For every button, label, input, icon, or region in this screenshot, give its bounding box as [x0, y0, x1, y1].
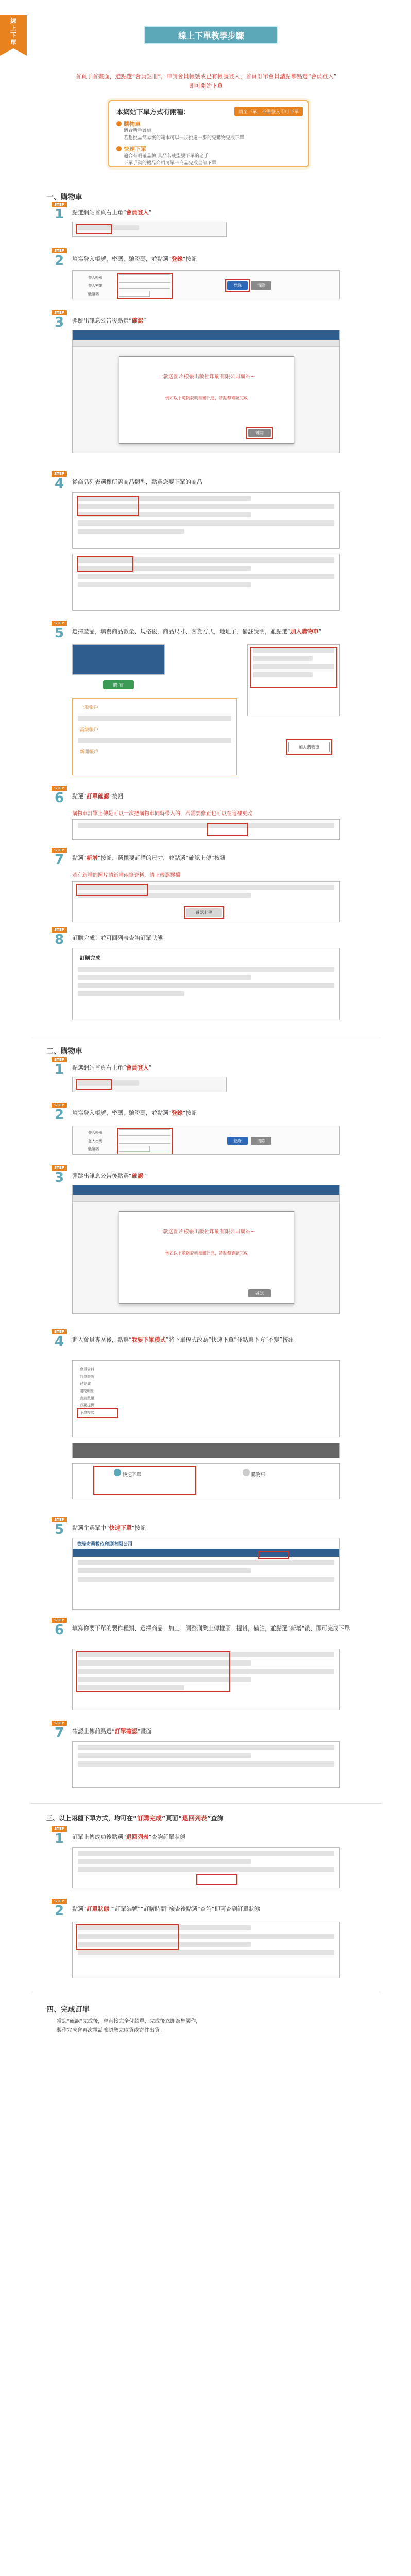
step-badge: STEP 3: [52, 310, 67, 330]
shot-topbar: [73, 1185, 339, 1195]
notice-title: 一款送圖片樣張出版社印刷有限公司網站~: [158, 374, 255, 380]
s3-list-shot: [72, 1847, 340, 1888]
shot-row: [78, 983, 334, 988]
shot-row: [78, 520, 334, 526]
step-text: 訂購完成！並可回列表查詢訂單狀態: [72, 935, 163, 941]
radio-icon: [243, 1469, 250, 1476]
shot-row: [78, 1577, 334, 1582]
section-4-text: [57, 2017, 201, 2036]
method-cart-desc-1: 適合新手會員: [124, 128, 152, 133]
s1-login-link-shot: [72, 222, 227, 237]
s2-order-form-shot: [72, 1649, 340, 1710]
shot-row: [78, 1745, 334, 1750]
shot-row: [78, 967, 334, 972]
s2-login-form-shot: [72, 1126, 340, 1155]
step-badge: STEP 6: [52, 1618, 67, 1637]
menu-item[interactable]: 會員資料: [80, 1367, 94, 1371]
s1-product-list-shot: [72, 492, 340, 549]
password-label: 登入密碼: [88, 1139, 102, 1143]
menu-item[interactable]: 下單模式: [80, 1411, 94, 1415]
highlight-box: [225, 279, 250, 292]
upload-hint: 若有新增的圖片請新增兩筆資料，請上傳選擇檔: [72, 873, 180, 878]
s2-fast-order-shot: [72, 1538, 340, 1610]
method-cart-label: 購物車: [124, 121, 141, 127]
method-fast-label: 快速下單: [124, 146, 146, 152]
step-text: 點選主選單中“快速下單”按鈕: [72, 1524, 146, 1531]
highlight-box: [77, 1408, 118, 1418]
highlight-box: [76, 1924, 179, 1950]
section-divider: [31, 1803, 381, 1804]
shot-row: [78, 716, 231, 721]
notice-dialog: [119, 1211, 294, 1304]
s1-done-shot: [72, 948, 340, 1020]
account-label: 登入帳號: [88, 1131, 102, 1135]
note-normal: 一般帳戶: [80, 705, 99, 710]
bullet-icon: [116, 146, 122, 151]
shot-row: [78, 823, 334, 828]
s1-spec-form-shot: [247, 644, 340, 716]
shot-row: [78, 1950, 334, 1955]
highlight-box: [76, 884, 148, 896]
s2-step-4: [52, 1329, 371, 1349]
order-methods-box: [108, 100, 309, 167]
shot-row: [78, 1560, 334, 1565]
step-badge: STEP 4: [52, 471, 67, 491]
s1-step-7: [52, 848, 371, 868]
step-badge: STEP 7: [52, 848, 67, 867]
step-badge: STEP 2: [52, 1103, 67, 1122]
section-4-title: 四、完成訂單: [46, 2006, 90, 2014]
highlight-box: [286, 739, 332, 755]
s2-step-2: [52, 1103, 371, 1123]
methods-title: 本網站下單方式有兩種：: [116, 109, 191, 116]
s2-step-6: [52, 1618, 371, 1638]
shot-row: [78, 975, 251, 980]
step-badge: [52, 202, 67, 222]
notice-title: 一款送圖片樣張出版社印刷有限公司網站~: [158, 1229, 255, 1235]
s3-step-2: [52, 1899, 371, 1919]
account-label: 登入帳號: [88, 276, 102, 280]
shot-row: [78, 738, 231, 743]
section-2-title: 二、購物車: [46, 1047, 82, 1056]
password-label: 登入密碼: [88, 284, 102, 288]
s2-step-5: [52, 1517, 371, 1537]
method-fast: [116, 145, 301, 153]
captcha-label: 驗證碼: [88, 292, 99, 296]
site-nav: [73, 1550, 339, 1557]
captcha-label: 驗證碼: [88, 1147, 99, 1151]
option-fast[interactable]: 快速下單: [114, 1469, 141, 1478]
done-title: 訂購完成: [80, 956, 100, 961]
intro-line-2: 即可開始下單: [189, 82, 223, 89]
step-badge: STEP 5: [52, 621, 67, 640]
step-text: 點選網站首頁右上角“會員登入”: [72, 209, 152, 216]
intro-line-1: 首頁于首畫面，選點選“會員註冊”，申請會員帳號或已有帳號登入，首頁訂單會員請點擊點選“會員登入”: [75, 73, 337, 80]
step-text: 選擇產品，填寫商品數量、規格後，商品尺寸、客貨方式，地址了，備註說明，並點選“加入購物車”: [72, 628, 322, 635]
s1-login-form-shot: [72, 270, 340, 299]
menu-item[interactable]: 查詢數量: [80, 1396, 94, 1400]
step-text: 從商品列表選擇所需商品類型，點選您要下單的商品: [72, 479, 202, 485]
s2-mode-options: [72, 1463, 340, 1499]
step-label: STEP: [52, 202, 67, 207]
s2-step-1: [52, 1057, 371, 1077]
add-to-cart-button[interactable]: 加入購物車: [288, 742, 330, 752]
s1-step-6: [52, 786, 371, 806]
shot-row: [78, 1851, 334, 1856]
page-title: 線上下單教學步驟: [144, 26, 278, 44]
note-new: 新開帳戶: [80, 750, 99, 755]
step-badge: STEP 4: [52, 1329, 67, 1349]
section-3-title: 三、以上兩種下單方式，均可在“訂購完成”頁面“退回列表”查詢: [46, 1815, 224, 1822]
step-number: 1: [54, 207, 64, 222]
highlight-box: [250, 647, 337, 688]
highlight-box: [196, 1874, 237, 1885]
s1-step-3: [52, 310, 371, 330]
highlight-box: [76, 224, 112, 234]
shot-topbar: [73, 330, 339, 340]
s1-upload-shot: [72, 881, 340, 922]
method-cart-desc-2: 若想挑品簡易後的範本可以一步挑選一步的完購物完成下單: [124, 135, 245, 141]
shot-row: [78, 1761, 334, 1767]
buy-button[interactable]: 購 買: [103, 680, 134, 689]
s1-step-8: [52, 927, 371, 947]
highlight-box: [117, 273, 173, 299]
step-text: 進入會員專區後，點選“我要下單模式”將下單模式改為“快速下單”並點選下方“不變”按鈕: [72, 1336, 294, 1343]
cart-hint: 購物車訂單上傳是可以一次把購物車同時帶入的，若需要修正也可以在這裡更改: [72, 811, 252, 817]
login-button[interactable]: 登錄: [227, 1137, 248, 1145]
highlight-box: [76, 1651, 230, 1692]
s1-product-card: [72, 644, 165, 675]
section-4-line-1: 當您“確認”完成後，會直接完全付款單，完成後立即為您製作，: [57, 2019, 201, 2024]
reset-button[interactable]: 清除: [251, 1137, 271, 1145]
step-text: 填寫登入帳號、密碼、驗證碼，並點選“登錄”按鈕: [72, 256, 197, 262]
step-badge: STEP 2: [52, 1899, 67, 1918]
s1-notice-shot: [72, 330, 340, 453]
step-text: 填寫你要下單的製作種類、選擇商品、加工、調整刑業上傳樣圖、提貨，備註，並點選“新增”後，即可完成下單: [72, 1625, 350, 1632]
menu-item[interactable]: 已完成: [80, 1382, 91, 1386]
s1-step-1: [52, 202, 371, 222]
s2-mode-bar: [72, 1443, 340, 1458]
menu-item[interactable]: 購物明細: [80, 1389, 94, 1393]
intro-text: [36, 72, 376, 90]
shot-row: [78, 1867, 334, 1872]
shot-row: [78, 582, 251, 587]
shot-menu: [73, 340, 339, 347]
notice-sub: 例如以下範例說明相關訊息，請點擊確認完成: [165, 1251, 248, 1256]
highlight-box: [258, 1551, 289, 1559]
confirm-button[interactable]: 確認: [248, 1289, 271, 1297]
s2-notice-shot: [72, 1185, 340, 1314]
s2-confirm-shot: [72, 1741, 340, 1788]
section-4-line-2: 製作完成會再次電話確認您完取貨或寄件出貨。: [57, 2028, 165, 2033]
shot-row: [78, 1568, 251, 1573]
highlight-box: [77, 556, 133, 572]
note-premium: 高級帳戶: [80, 727, 99, 733]
bullet-icon: [116, 121, 122, 126]
step-badge: STEP 3: [52, 1165, 67, 1185]
step-text: 點選“訂單狀態”“訂單編號”“訂購時間”檢查後點選“查詢”即可查到訂單狀態: [72, 1906, 260, 1912]
step-text: 彈跳出訊息公告後點選“確認”: [72, 1173, 146, 1179]
step-text: 點選“新增”按鈕，選擇要訂購的尺寸，並點選“確認上傳”按鈕: [72, 855, 226, 861]
shot-row: [78, 574, 334, 579]
step-badge: STEP 1: [52, 1057, 67, 1077]
highlight-box: [246, 427, 273, 439]
shot-row: [78, 529, 184, 534]
header-ribbon: 線上下單: [0, 15, 27, 48]
s1-step-2: [52, 248, 371, 268]
shot-row: [78, 991, 184, 996]
highlight-box: [117, 1128, 173, 1155]
confirm-button[interactable]: 確認: [248, 429, 271, 437]
step-text: 點選“訂單確認”按鈕: [72, 793, 124, 800]
site-name: 美瑞宏業數位印刷有限公司: [73, 1538, 339, 1550]
login-button[interactable]: 登錄: [227, 281, 248, 290]
step-badge: STEP 8: [52, 927, 67, 947]
s2-step-7: [52, 1721, 371, 1741]
step-badge: STEP 6: [52, 786, 67, 805]
shot-row: [78, 1859, 251, 1864]
option-cart[interactable]: 購物車: [243, 1469, 265, 1478]
s2-login-link-shot: [72, 1077, 227, 1092]
step-badge: STEP 5: [52, 1517, 67, 1537]
s1-cart-toolbar-shot: [72, 819, 340, 840]
highlight-box: [77, 496, 139, 516]
method-fast-desc-1: 適合有明確品牌,具品名或型號下單的老手: [124, 154, 209, 159]
s1-step-5: [52, 621, 371, 641]
step-text: 確認上傳前點選“訂單確認”畫面: [72, 1728, 152, 1735]
menu-item[interactable]: 訂單查詢: [80, 1375, 94, 1379]
methods-badge: 請至下單，不需登入即可下單: [234, 107, 303, 116]
shot-menu: [73, 1195, 339, 1202]
s1-product-grid-shot: [72, 554, 340, 611]
s1-account-notes: [72, 698, 237, 775]
highlight-box: [184, 906, 224, 919]
highlight-box: [207, 823, 248, 836]
notice-dialog: [119, 356, 294, 444]
s3-search-shot: [72, 1922, 340, 1978]
method-fast-desc-2: 下單手動的機品介紹可單一商品完成全部下單: [124, 160, 217, 166]
highlight-box: [76, 1079, 112, 1090]
section-1-title: 一、購物車: [46, 193, 82, 201]
step-text: 訂單上傳成功後點選“退回列表”查詢訂單狀態: [72, 1834, 186, 1840]
step-text: 填寫登入帳號、密碼、驗證碼，並點選“登錄”按鈕: [72, 1110, 197, 1116]
notice-sub: 例如以下範例說明相關訊息，請點擊確認完成: [165, 396, 248, 400]
highlight-box: [93, 1466, 196, 1495]
step-badge: STEP 1: [52, 1826, 67, 1846]
step-text: 彈跳出訊息公告後點選“確認”: [72, 317, 146, 324]
confirm-upload-button[interactable]: 確認上傳: [186, 908, 222, 917]
step-badge: STEP 2: [52, 248, 67, 268]
s2-step-3: [52, 1165, 371, 1185]
s3-step-1: [52, 1826, 371, 1846]
step-badge: STEP 7: [52, 1721, 67, 1740]
shot-row: [78, 1753, 251, 1758]
menu-item[interactable]: 我要提供: [80, 1403, 94, 1408]
s2-member-menu-shot: [72, 1360, 340, 1437]
reset-button[interactable]: 清除: [251, 281, 271, 290]
step-text: 點選網站首頁右上角“會員登入”: [72, 1064, 152, 1071]
s1-step-4: [52, 471, 371, 492]
method-cart: [116, 120, 301, 128]
